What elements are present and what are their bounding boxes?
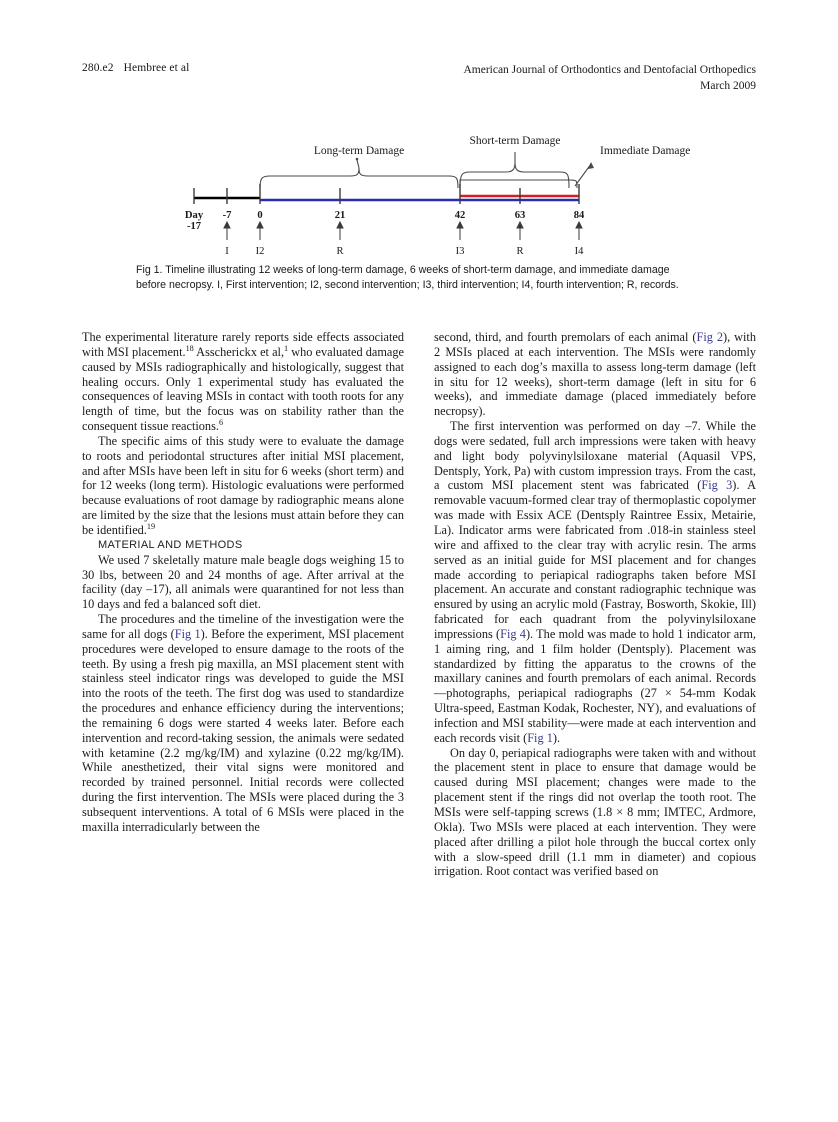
label-short-term-damage: Short-term Damage (469, 135, 561, 147)
journal-title: American Journal of Orthodontics and Dentofacial Orthopedics (463, 64, 756, 76)
page-folio: 280.e2 (82, 62, 114, 74)
p4-text-a: The procedures and the timeline of the investigation were the same for all dogs ( (82, 612, 404, 641)
tick-label-2: 21 (334, 210, 346, 221)
axis-label-day-word: Day (184, 210, 204, 221)
figure-1-caption-label: Fig 1. (136, 264, 163, 276)
brace-long-term-dot (356, 158, 359, 161)
p1-text-b: Asscherickx et al, (193, 344, 285, 359)
paragraph-right-3: On day 0, periapical radiographs were taken with and without the placement stent in place to ensure that damage would be caused during MSI placement; changes were made to the placement stent if the rings did not overlap the tooth root. The MSIs were self-tapping screws (1.8 × 8 mm; IMTEC, Ardmore, Okla). Two MSIs were placed at each intervention. They were placed after drilling a pilot hole through the buccal cortex only with a slow-speed drill (1.1 mm in diameter) and copious irrigation. Root contact was verified based on (434, 745, 756, 879)
body-column-right (434, 330, 756, 879)
cross-reference-fig-4[interactable]: Fig 4 (500, 626, 526, 641)
rp2-text-b: ). A removable vacuum-formed clear tray of thermoplastic copolymer was made with Essix ACE (Dentsply Raintree Essix, Metairie, La). Indicator arms were fabricated from .018-in stainless steel wire and affixed to the clear tray with acrylic resin. The arms served as an initial guide for MSI placement and for changes made according to periapical radiographs taken before MSI placement. An accurate and constant radiographic technique was ensured by using an acrylic mold (Fastray, Bosworth, Skokie, Ill) fabricated for each quadrant from the polyvinylsiloxane impressions ( (434, 478, 756, 641)
body-column-left (82, 330, 404, 835)
event-label-4: R (516, 246, 524, 257)
figure-1-caption (136, 263, 702, 293)
figure-1 (82, 118, 756, 258)
rp2-text-d: ). (552, 730, 561, 745)
figure-1-caption-text: Timeline illustrating 12 weeks of long-term damage, 6 weeks of short-term damage, and immediate damage before necropsy. I, First intervention; I2, second intervention; I3, third intervention; I4, fourth intervention; R, records. (136, 264, 679, 292)
issue-date: March 2009 (700, 80, 756, 92)
paragraph-left-2 (82, 434, 404, 538)
event-label-2: R (336, 246, 344, 257)
axis-label-day--17: -17 (186, 221, 202, 232)
brace-immediate (460, 180, 577, 188)
event-label-1: I2 (255, 246, 265, 257)
paragraph-left-4 (82, 612, 404, 835)
event-label-0: I (225, 246, 229, 257)
citation-18: 18 (185, 343, 194, 353)
event-label-5: I4 (574, 246, 584, 257)
rp1-text-b: ), with 2 MSIs placed at each intervention. The MSIs were randomly assigned to each dog’s maxilla to assess long-term damage (left in situ for 12 weeks), short-term damage (left in situ for 6 weeks), and immediate damage (placed immediately before necropsy). (434, 330, 756, 419)
running-head (82, 62, 756, 102)
tick-label-4: 63 (514, 210, 526, 221)
immediate-arrow-line (575, 164, 591, 186)
running-head-right (463, 62, 756, 94)
brace-long-term (260, 168, 458, 188)
p1-text-c: who evaluated damage caused by MSIs radiographically and histologically, suggest that healing occurs. Only 1 experimental study has evaluated the consequences of leaving MSIs in contact with tooth roots for any length of time, but the focus was on stability rather than the consequent tissue reactions. (82, 344, 404, 434)
brace-long-term-stem (357, 160, 359, 168)
tick-label-3: 42 (454, 210, 466, 221)
p1-text-a: The experimental literature rarely reports side effects associated with MSI placement. (82, 330, 404, 359)
cross-reference-fig-3[interactable]: Fig 3 (701, 478, 733, 493)
rp1-text-a: second, third, and fourth premolars of each animal ( (434, 330, 697, 344)
label-immediate-damage: Immediate Damage (600, 145, 691, 157)
running-head-left (82, 62, 189, 74)
event-label-3: I3 (455, 246, 465, 257)
citation-6: 6 (218, 417, 224, 427)
rp2-text-a: The first intervention was performed on day –7. While the dogs were sedated, full arch impressions were taken with heavy and light body polyvinylsiloxane material (Aquasil VPS, Dentsply, York, Pa) with custom impression trays. From the cast, a custom MSI placement stent was fabricated ( (434, 419, 756, 493)
p4-text-b: ). Before the experiment, MSI placement procedures were developed to ensure damage to the roots of the teeth. By using a fresh pig maxilla, an MSI placement stent with stainless steel indicator rings was developed to guide the MSI into the roots of the teeth. The first dog was used to standardize the procedures and enhance efficiency during the interventions; the remaining 6 dogs were started 4 weeks later. Before each intervention and record-taking session, the animals were sedated with ketamine (2.2 mg/kg/IM) and xylazine (0.22 mg/kg/IM). While anesthetized, their vital signs were monitored and recorded by trained personnel. Initial records were collected during the first intervention. The MSIs were placed during the 3 subsequent interventions. A total of 6 MSIs were placed in the maxilla interradicularly between the (82, 626, 404, 834)
tick-label-1: 0 (257, 210, 263, 221)
p2-text: The specific aims of this study were to evaluate the damage to roots and periodontal structures after initial MSI placement, and after MSIs have been left in situ for 6 weeks (short term) and for 12 weeks (long term). Histologic evaluations were performed because evaluations of root damage by radiographic means alone are limited by the size that the lesions must attain before they can be identified. (82, 433, 404, 537)
tick-label-5: 84 (573, 210, 585, 221)
timeline-diagram (82, 118, 756, 258)
brace-short-term (460, 162, 569, 188)
paragraph-left-3: We used 7 skeletally mature male beagle dogs weighing 15 to 30 lbs, between 20 and 24 months of age. After arrival at the facility (day –17), all animals were quarantined for not less than 10 days and fed a balanced soft diet. (82, 552, 404, 612)
cross-reference-fig-1-b[interactable]: Fig 1 (527, 730, 553, 745)
cross-reference-fig-2[interactable]: Fig 2 (696, 330, 723, 344)
paragraph-right-2 (434, 419, 756, 746)
paragraph-left-1 (82, 330, 404, 434)
label-long-term-damage: Long-term Damage (313, 145, 405, 157)
running-head-authors: Hembree et al (123, 62, 190, 74)
tick-label-0: -7 (222, 210, 232, 221)
paragraph-right-1 (434, 330, 756, 419)
section-heading-material-and-methods: MATERIAL AND METHODS (98, 538, 243, 551)
immediate-arrow-head (588, 162, 594, 169)
event-arrows (224, 222, 582, 240)
cross-reference-fig-1[interactable]: Fig 1 (174, 626, 201, 641)
citation-19: 19 (146, 521, 156, 531)
citation-1: 1 (284, 343, 289, 353)
rp2-text-c: ). The mold was made to hold 1 indicator arm, 1 aiming ring, and 1 film holder (Dentsply). Placement was standardized by fitting the apparatus to the crowns of the maxillary canines and fourth premolars of each animal. Records—photographs, periapical radiographs (27 × 54-mm Kodak Ultra-speed, Eastman Kodak, Rochester, NY), and evaluations of infection and MSI stability—were made at each intervention and each records visit ( (434, 626, 756, 745)
